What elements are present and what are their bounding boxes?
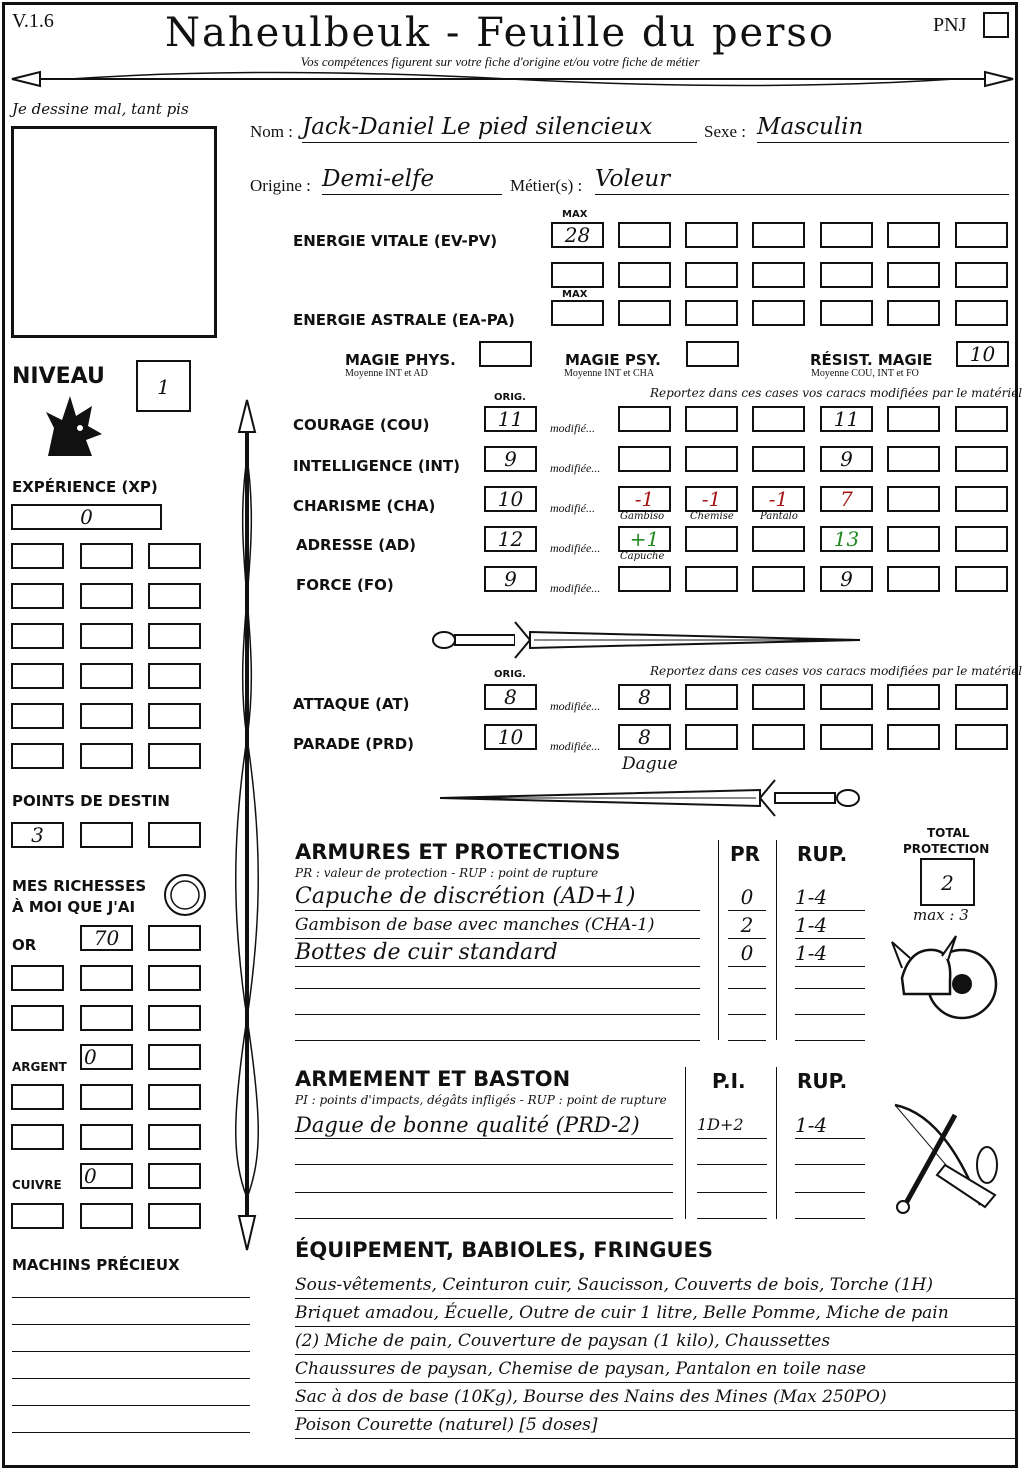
xp-grid-box[interactable] bbox=[80, 703, 133, 729]
magie-psy-label: MAGIE PSY. bbox=[565, 351, 661, 369]
total-protection-box[interactable]: 2 bbox=[920, 858, 975, 906]
destin-box[interactable]: 3 bbox=[11, 822, 64, 848]
page-subtitle: Vos compétences figurent sur votre fiche d'origine et/ou votre fiche de métier bbox=[300, 54, 700, 69]
destin-box[interactable] bbox=[148, 822, 201, 848]
armor-item-name[interactable]: Bottes de cuir standard bbox=[295, 940, 700, 967]
precious-line[interactable] bbox=[12, 1432, 250, 1433]
metier-field[interactable]: Voleur bbox=[595, 164, 1009, 195]
resist-magie-label: RÉSIST. MAGIE bbox=[810, 351, 933, 369]
precious-line[interactable] bbox=[12, 1378, 250, 1379]
at-mod-box[interactable] bbox=[955, 684, 1008, 710]
stat-mod-label: modifiée... bbox=[550, 461, 601, 475]
stat-mod-label: modifié... bbox=[550, 421, 595, 435]
armor-item-rup[interactable]: 1-4 bbox=[795, 912, 865, 939]
ev-box[interactable] bbox=[820, 222, 873, 248]
ea-box[interactable] bbox=[955, 300, 1008, 326]
stat-mod-box[interactable] bbox=[887, 406, 940, 432]
stat-mod-box[interactable] bbox=[887, 446, 940, 472]
stat-mod-box[interactable] bbox=[955, 446, 1008, 472]
stat-mod-box[interactable] bbox=[752, 406, 805, 432]
ev-box[interactable] bbox=[955, 262, 1008, 288]
prd-mod-box[interactable] bbox=[820, 724, 873, 750]
stat-mod-box[interactable] bbox=[955, 566, 1008, 592]
report-note: Reportez dans ces cases vos caracs modifiées par le matériel bbox=[650, 386, 1023, 400]
ev-box[interactable] bbox=[618, 222, 671, 248]
equipment-line[interactable]: Chaussures de paysan, Chemise de paysan, Pantalon en toile nase bbox=[295, 1356, 1017, 1383]
cuivre-box[interactable] bbox=[148, 1163, 201, 1189]
weapons-col-divider bbox=[685, 1067, 686, 1219]
stat-orig-box[interactable]: 9 bbox=[484, 566, 537, 592]
precious-line[interactable] bbox=[12, 1324, 250, 1325]
version-label: V.1.6 bbox=[12, 10, 54, 32]
page-title: Naheulbeuk - Feuille du perso bbox=[165, 10, 835, 56]
stat-label-ad: ADRESSE (AD) bbox=[296, 536, 417, 554]
equipment-line[interactable]: Sous-vêtements, Ceinturon cuir, Saucisson, Couverts de bois, Torche (1H) bbox=[295, 1272, 1017, 1299]
sword-icon bbox=[430, 618, 870, 662]
ea-box[interactable] bbox=[685, 300, 738, 326]
magie-psy-note: Moyenne INT et CHA bbox=[564, 368, 655, 379]
xp-grid-box[interactable] bbox=[80, 543, 133, 569]
weapon-item-rup[interactable]: 1-4 bbox=[795, 1112, 865, 1139]
argent-box[interactable] bbox=[11, 1084, 64, 1110]
weapons-section-title: ARMEMENT ET BASTON bbox=[295, 1067, 571, 1091]
richesses-label-2: À MOI QUE J'AI bbox=[12, 898, 136, 916]
armor-empty-line[interactable] bbox=[295, 994, 700, 1015]
at-mod-box[interactable] bbox=[887, 684, 940, 710]
armor-empty-line[interactable] bbox=[728, 968, 766, 989]
ev-label: ENERGIE VITALE (EV-PV) bbox=[293, 232, 498, 250]
niveau-box[interactable]: 1 bbox=[136, 360, 191, 412]
stat-mod-label: modifié... bbox=[550, 501, 595, 515]
at-mod-box[interactable] bbox=[752, 684, 805, 710]
armor-empty-line[interactable] bbox=[728, 994, 766, 1015]
xp-grid-box[interactable] bbox=[11, 663, 64, 689]
or-box[interactable] bbox=[148, 965, 201, 991]
helmet-shield-icon bbox=[890, 928, 1000, 1028]
sexe-field[interactable]: Masculin bbox=[757, 112, 1009, 143]
at-mod-box[interactable] bbox=[685, 684, 738, 710]
dragon-head-icon bbox=[40, 390, 106, 462]
argent-label: ARGENT bbox=[12, 1060, 67, 1074]
stat-label-fo: FORCE (FO) bbox=[296, 576, 394, 594]
ev-box[interactable] bbox=[752, 262, 805, 288]
prd-mod-label: modifiée... bbox=[550, 739, 601, 753]
xp-grid-box[interactable] bbox=[11, 583, 64, 609]
armor-item-pr[interactable]: 0 bbox=[728, 884, 766, 911]
armor-empty-line[interactable] bbox=[728, 1020, 766, 1041]
ev-box[interactable] bbox=[887, 222, 940, 248]
ev-box[interactable] bbox=[887, 262, 940, 288]
prd-mod-box[interactable] bbox=[955, 724, 1008, 750]
sword-icon bbox=[430, 776, 870, 820]
ev-max-box[interactable]: 28 bbox=[551, 222, 604, 248]
cuivre-box[interactable] bbox=[11, 1203, 64, 1229]
destin-box[interactable] bbox=[80, 822, 133, 848]
or-box[interactable] bbox=[80, 965, 133, 991]
precious-line[interactable] bbox=[12, 1405, 250, 1406]
armor-note: PR : valeur de protection - RUP : point de rupture bbox=[295, 866, 599, 880]
stat-label-cha: CHARISME (CHA) bbox=[293, 497, 436, 515]
weapon-empty-line[interactable] bbox=[795, 1170, 865, 1193]
stat-mod-box[interactable] bbox=[752, 446, 805, 472]
prd-mod-box[interactable] bbox=[752, 724, 805, 750]
sexe-label: Sexe : bbox=[704, 122, 747, 141]
richesses-label-1: MES RICHESSES bbox=[12, 877, 147, 895]
stat-final-box[interactable]: 9 bbox=[820, 446, 873, 472]
or-box[interactable] bbox=[148, 925, 201, 951]
armor-item-name[interactable]: Gambison de base avec manches (CHA-1) bbox=[295, 912, 700, 939]
or-box[interactable]: 70 bbox=[80, 925, 133, 951]
stat-orig-box[interactable]: 12 bbox=[484, 526, 537, 552]
stat-mod-box[interactable] bbox=[618, 446, 671, 472]
cuivre-box[interactable] bbox=[148, 1203, 201, 1229]
armor-empty-line[interactable] bbox=[795, 1020, 865, 1041]
armor-col-divider bbox=[776, 840, 777, 1040]
equipment-line[interactable]: Poison Courette (naturel) [5 doses] bbox=[295, 1412, 1017, 1439]
stat-mod-box[interactable] bbox=[685, 526, 738, 552]
stat-mod-label: modifiée... bbox=[550, 541, 601, 555]
weapons-note: PI : points d'impacts, dégâts infligés - RUP : point de rupture bbox=[295, 1093, 667, 1107]
weapon-empty-line[interactable] bbox=[795, 1196, 865, 1219]
weapon-note: Dague bbox=[622, 754, 678, 774]
xp-grid-box[interactable] bbox=[11, 623, 64, 649]
xp-grid-box[interactable] bbox=[80, 583, 133, 609]
nom-label: Nom : bbox=[250, 122, 293, 141]
ea-box[interactable] bbox=[820, 300, 873, 326]
ea-label: ENERGIE ASTRALE (EA-PA) bbox=[293, 311, 515, 329]
total-protection-max: max : 3 bbox=[913, 906, 969, 924]
cuivre-box[interactable] bbox=[80, 1203, 133, 1229]
ea-box[interactable] bbox=[887, 300, 940, 326]
stat-mod-box[interactable]: -1 bbox=[618, 486, 671, 512]
xp-grid-box[interactable] bbox=[11, 543, 64, 569]
armor-item-pr[interactable]: 0 bbox=[728, 940, 766, 967]
xp-grid-box[interactable] bbox=[80, 623, 133, 649]
resist-magie-box[interactable]: 10 bbox=[956, 341, 1009, 367]
xp-grid-box[interactable] bbox=[148, 583, 201, 609]
or-label: OR bbox=[12, 936, 37, 954]
prd-mod-box[interactable] bbox=[685, 724, 738, 750]
xp-grid-box[interactable] bbox=[80, 743, 133, 769]
ev-box[interactable] bbox=[551, 262, 604, 288]
stat-mod-box[interactable] bbox=[685, 566, 738, 592]
niveau-label: NIVEAU bbox=[12, 364, 105, 389]
stat-mod-box[interactable] bbox=[887, 526, 940, 552]
weapon-empty-line[interactable] bbox=[697, 1170, 767, 1193]
armor-col-divider bbox=[718, 840, 719, 1040]
at-mod-box[interactable] bbox=[820, 684, 873, 710]
coin-icon bbox=[162, 872, 208, 918]
xp-grid-box[interactable] bbox=[80, 663, 133, 689]
mod-note: Gambiso bbox=[620, 511, 665, 522]
armor-item-pr[interactable]: 2 bbox=[728, 912, 766, 939]
stat-mod-box[interactable] bbox=[887, 486, 940, 512]
origine-label: Origine : bbox=[250, 176, 311, 195]
stat-mod-label: modifiée... bbox=[550, 581, 601, 595]
weapon-item-pi[interactable]: 1D+2 bbox=[697, 1112, 767, 1139]
ev-box[interactable] bbox=[685, 262, 738, 288]
or-box[interactable] bbox=[11, 1005, 64, 1031]
equipment-line[interactable]: (2) Miche de pain, Couverture de paysan (1 kilo), Chaussettes bbox=[295, 1328, 1017, 1355]
parade-label: PARADE (PRD) bbox=[293, 735, 415, 753]
pnj-label: PNJ bbox=[933, 14, 967, 36]
stat-final-box[interactable]: 13 bbox=[820, 526, 873, 552]
metier-label: Métier(s) : bbox=[510, 176, 583, 195]
armor-empty-line[interactable] bbox=[795, 968, 865, 989]
argent-box[interactable] bbox=[80, 1124, 133, 1150]
combat-report-note: Reportez dans ces cases vos caracs modifiées par le matériel bbox=[650, 664, 1023, 678]
portrait-caption: Je dessine mal, tant pis bbox=[12, 100, 189, 118]
stat-mod-box[interactable] bbox=[618, 406, 671, 432]
stat-mod-box[interactable]: -1 bbox=[752, 486, 805, 512]
armor-pr-header: PR bbox=[730, 842, 761, 866]
mod-note: Capuche bbox=[620, 551, 665, 562]
equipment-line[interactable]: Sac à dos de base (10Kg), Bourse des Nains des Mines (Max 250PO) bbox=[295, 1384, 1017, 1411]
equipment-section-title: ÉQUIPEMENT, BABIOLES, FRINGUES bbox=[295, 1238, 713, 1262]
magie-psy-box[interactable] bbox=[686, 341, 739, 367]
stat-label-int: INTELLIGENCE (INT) bbox=[293, 457, 460, 475]
ev-box[interactable] bbox=[955, 222, 1008, 248]
weapon-item-name[interactable]: Dague de bonne qualité (PRD-2) bbox=[295, 1112, 673, 1139]
ea-box[interactable] bbox=[752, 300, 805, 326]
armor-rup-header: RUP. bbox=[797, 842, 848, 866]
ea-max-box[interactable] bbox=[551, 300, 604, 326]
xp-label: EXPÉRIENCE (XP) bbox=[12, 478, 158, 496]
precious-line[interactable] bbox=[12, 1297, 250, 1298]
stat-mod-box[interactable] bbox=[618, 566, 671, 592]
at-orig-box[interactable]: 8 bbox=[484, 684, 537, 710]
stat-final-box[interactable]: 7 bbox=[820, 486, 873, 512]
stat-orig-box[interactable]: 10 bbox=[484, 486, 537, 512]
origine-field[interactable]: Demi-elfe bbox=[322, 164, 502, 195]
xp-grid-box[interactable] bbox=[148, 743, 201, 769]
cuivre-label: CUIVRE bbox=[12, 1178, 62, 1192]
magie-phys-label: MAGIE PHYS. bbox=[345, 351, 456, 369]
xp-box[interactable]: 0 bbox=[11, 504, 162, 530]
ev-box[interactable] bbox=[752, 222, 805, 248]
xp-grid-box[interactable] bbox=[148, 703, 201, 729]
ev-box[interactable] bbox=[820, 262, 873, 288]
xp-grid-box[interactable] bbox=[148, 623, 201, 649]
at-mod-box[interactable]: 8 bbox=[618, 684, 671, 710]
weapons-crossed-icon bbox=[885, 1095, 1005, 1220]
combat-orig-label: ORIG. bbox=[494, 669, 526, 680]
ev-box[interactable] bbox=[618, 262, 671, 288]
orig-label: ORIG. bbox=[494, 392, 526, 403]
argent-box[interactable] bbox=[148, 1084, 201, 1110]
weapon-empty-line[interactable] bbox=[697, 1142, 767, 1165]
or-box[interactable] bbox=[11, 965, 64, 991]
weapons-rup-header: RUP. bbox=[797, 1069, 848, 1093]
stat-mod-box[interactable] bbox=[955, 486, 1008, 512]
armor-empty-line[interactable] bbox=[295, 968, 700, 989]
weapon-empty-line[interactable] bbox=[295, 1170, 673, 1193]
nom-field[interactable]: Jack-Daniel Le pied silencieux bbox=[302, 112, 697, 143]
or-box[interactable] bbox=[148, 1005, 201, 1031]
stat-mod-box[interactable] bbox=[685, 446, 738, 472]
argent-box[interactable]: 0 bbox=[80, 1044, 133, 1070]
stat-final-box[interactable]: 11 bbox=[820, 406, 873, 432]
magie-phys-box[interactable] bbox=[479, 341, 532, 367]
armor-item-rup[interactable]: 1-4 bbox=[795, 940, 865, 967]
armor-empty-line[interactable] bbox=[795, 994, 865, 1015]
stat-mod-box[interactable] bbox=[955, 406, 1008, 432]
destin-label: POINTS DE DESTIN bbox=[12, 792, 170, 810]
weapons-pi-header: P.I. bbox=[712, 1069, 746, 1093]
stat-mod-box[interactable] bbox=[752, 526, 805, 552]
prd-mod-box[interactable]: 8 bbox=[618, 724, 671, 750]
prd-orig-box[interactable]: 10 bbox=[484, 724, 537, 750]
precious-line[interactable] bbox=[12, 1351, 250, 1352]
xp-grid-box[interactable] bbox=[11, 743, 64, 769]
argent-box[interactable] bbox=[148, 1044, 201, 1070]
mod-note: Pantalo bbox=[760, 511, 798, 522]
stat-mod-box[interactable] bbox=[752, 566, 805, 592]
pnj-checkbox[interactable] bbox=[983, 12, 1009, 38]
stat-orig-box[interactable]: 11 bbox=[484, 406, 537, 432]
stat-final-box[interactable]: 9 bbox=[820, 566, 873, 592]
total-protection-label-2: PROTECTION bbox=[903, 842, 990, 856]
total-protection-label-1: TOTAL bbox=[927, 826, 970, 840]
weapon-empty-line[interactable] bbox=[295, 1142, 673, 1165]
portrait-box[interactable] bbox=[11, 126, 217, 338]
spear-divider-icon bbox=[10, 64, 1015, 94]
stat-mod-box[interactable]: -1 bbox=[685, 486, 738, 512]
machins-precieux-label: MACHINS PRÉCIEUX bbox=[12, 1256, 180, 1274]
armor-section-title: ARMURES ET PROTECTIONS bbox=[295, 840, 621, 864]
armor-item-rup[interactable]: 1-4 bbox=[795, 884, 865, 911]
resist-magie-note: Moyenne COU, INT et FO bbox=[811, 368, 919, 379]
stat-mod-box[interactable] bbox=[685, 406, 738, 432]
mod-note: Chemise bbox=[690, 511, 734, 522]
ea-max-label: MAX bbox=[562, 289, 588, 300]
prd-mod-box[interactable] bbox=[887, 724, 940, 750]
vertical-spear-icon bbox=[230, 398, 264, 1253]
xp-grid-box[interactable] bbox=[11, 703, 64, 729]
attaque-label: ATTAQUE (AT) bbox=[293, 695, 410, 713]
weapon-empty-line[interactable] bbox=[697, 1196, 767, 1219]
xp-grid-box[interactable] bbox=[148, 543, 201, 569]
armor-item-name[interactable]: Capuche de discrétion (AD+1) bbox=[295, 884, 700, 911]
weapon-empty-line[interactable] bbox=[295, 1196, 673, 1219]
stat-mod-box[interactable] bbox=[887, 566, 940, 592]
ev-box[interactable] bbox=[685, 222, 738, 248]
ea-box[interactable] bbox=[618, 300, 671, 326]
stat-label-cou: COURAGE (COU) bbox=[293, 416, 430, 434]
weapon-empty-line[interactable] bbox=[795, 1142, 865, 1165]
or-box[interactable] bbox=[80, 1005, 133, 1031]
stat-orig-box[interactable]: 9 bbox=[484, 446, 537, 472]
magie-phys-note: Moyenne INT et AD bbox=[345, 368, 428, 379]
weapons-col-divider bbox=[776, 1067, 777, 1219]
stat-mod-box[interactable]: +1 bbox=[618, 526, 671, 552]
argent-box[interactable] bbox=[148, 1124, 201, 1150]
argent-box[interactable] bbox=[80, 1084, 133, 1110]
armor-empty-line[interactable] bbox=[295, 1020, 700, 1041]
argent-box[interactable] bbox=[11, 1124, 64, 1150]
ev-max-label: MAX bbox=[562, 209, 588, 220]
stat-mod-box[interactable] bbox=[955, 526, 1008, 552]
cuivre-box[interactable]: 0 bbox=[80, 1163, 133, 1189]
at-mod-label: modifiée... bbox=[550, 699, 601, 713]
xp-grid-box[interactable] bbox=[148, 663, 201, 689]
equipment-line[interactable]: Briquet amadou, Écuelle, Outre de cuir 1 litre, Belle Pomme, Miche de pain bbox=[295, 1300, 1017, 1327]
